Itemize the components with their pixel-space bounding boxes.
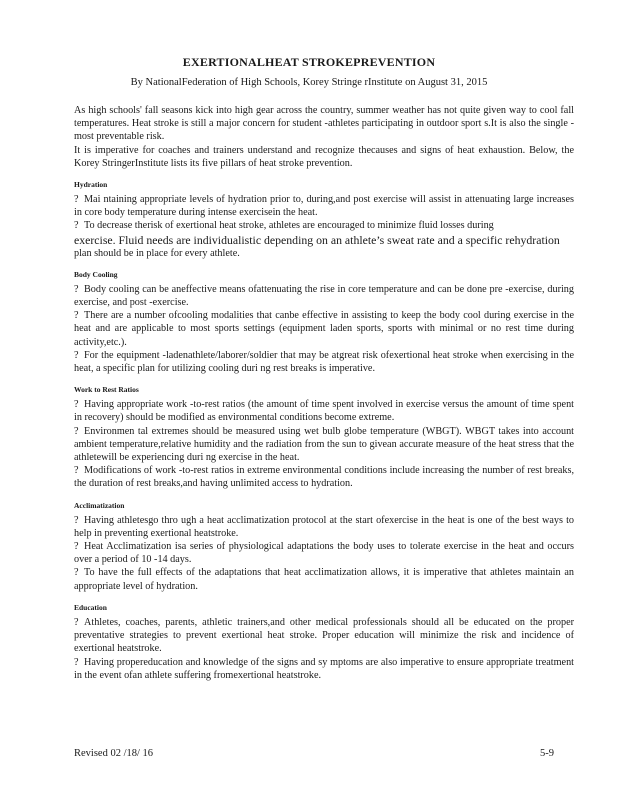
- document-title: EXERTIONALHEAT STROKEPREVENTION: [182, 55, 436, 69]
- bullet-marker: ?: [74, 541, 79, 553]
- bullet-text: For the equipment -ladenathlete/laborer/soldier that may be atgreat risk ofexertional heat stroke when exercising in the heat, a specific plan for utilizing cooling duri ng rest breaks is imperative.: [74, 349, 574, 375]
- bullet-item: [74, 540, 574, 566]
- bullet-item: [74, 656, 574, 682]
- bullet-text: Mai ntaining appropriate levels of hydration prior to, during,and post exercise will assist in attenuating large increases in core body temperature during intense exercisein the heat.: [74, 194, 574, 219]
- bullet-item: [74, 566, 574, 592]
- bullet-text: There are a number ofcooling modalities that canbe effective in assisting to keep the body cool during exercise in the heat and are applicable to most sports settings (equipment laden sports, sports with minimal or no rest time during activity,etc.).: [74, 310, 574, 348]
- bullet-text: Environmen tal extremes should be measured using wet bulb globe temperature (WBGT). WBGT takes into account ambient temperature,relative humidity and the radiation from the sun to givean accurate measure of the heat stress that the athletewill be experiencing duri ng exercise in the heat.: [74, 425, 574, 464]
- bullet-item: [74, 425, 574, 465]
- bullet-text: Having propereducation and knowledge of the signs and sy mptoms are also imperative to ensure appropriate treatment in the event ofan athlete suffering fromexertional heatstroke.: [74, 656, 574, 681]
- bullet-marker: ?: [74, 425, 79, 437]
- revision-date: Revised 02 /18/ 16: [74, 748, 154, 759]
- bullet-text: Heat Acclimatization isa series of physiological adaptations the body uses to tolerate exercise in the heat and occurs over a period of 10 -14 days.: [74, 541, 574, 566]
- section-heading-education: Education: [74, 602, 107, 612]
- byline: By NationalFederation of High Schools, Korey Stringe rInstitute on August 31, 2015: [130, 77, 488, 88]
- bullet-marker: ?: [74, 310, 79, 322]
- emphasized-text: exercise. Fluid needs are individualistic depending on an athlete’s sweat rate and a specific rehydration: [74, 232, 560, 247]
- bullet-marker: ?: [74, 399, 79, 411]
- bullet-item: [74, 219, 574, 232]
- bullet-item: [74, 616, 574, 656]
- bullet-text: Having athletesgo thro ugh a heat acclimatization protocol at the start ofexercise in the heat is one of the best ways to help in preventing exertional heatstroke.: [74, 514, 574, 539]
- bullet-text: Having appropriate work -to-rest ratios (the amount of time spent involved in exercise versus the amount of time spent in recovery) should be modified as environmental conditions become extreme.: [74, 399, 574, 424]
- bullet-marker: ?: [74, 514, 79, 526]
- bullet-text: To have the full effects of the adaptations that heat acclimatization allows, it is imperative that athletes maintain an appropriate level of hydration.: [74, 567, 574, 592]
- bullet-item: [74, 349, 574, 375]
- bullet-marker: ?: [74, 283, 79, 295]
- bullet-marker: ?: [74, 567, 79, 579]
- bullet-marker: ?: [74, 616, 79, 628]
- section-heading-body-cooling: Body Cooling: [74, 269, 118, 279]
- bullet-marker: ?: [74, 194, 79, 206]
- section-heading-hydration: Hydration: [74, 180, 108, 190]
- bullet-text: Athletes, coaches, parents, athletic trainers,and other medical professionals should all be educated on the proper preventative strategies to prevent exertional heat stroke. Proper education will minimize the risk and incidence of exertional heatstroke.: [74, 616, 574, 655]
- bullet-marker: ?: [74, 349, 79, 361]
- bullet-item: [74, 398, 574, 424]
- intro-paragraph: It is imperative for coaches and trainers understand and recognize thecauses and signs of heat exhaustion. Below, the Korey StringerInstitute lists its five pillars of heat stroke prevention.: [74, 144, 574, 169]
- bullet-text: To decrease therisk of exertional heat stroke, athletes are encouraged to minimize fluid losses during: [84, 220, 494, 232]
- section-heading-work-to-rest: Work to Rest Ratios: [74, 385, 139, 395]
- bullet-marker: ?: [74, 656, 79, 668]
- section-heading-acclimatization: Acclimatization: [74, 500, 125, 510]
- bullet-text: Body cooling can be aneffective means ofattenuating the rise in core temperature and can be done pre -exercise, during exercise, and post -exercise.: [74, 283, 574, 309]
- document-body: [74, 104, 574, 682]
- bullet-item: [74, 514, 574, 540]
- bullet-marker: ?: [74, 220, 79, 232]
- bullet-text: Modifications of work -to-rest ratios in extreme environmental conditions include increasing the number of rest breaks, the duration of rest breaks,and having unlimited access to hydration.: [74, 465, 574, 490]
- intro-paragraph: As high schools' fall seasons kick into high gear across the country, summer weather has not quite given way to cool fall temperatures. Heat stroke is still a major concern for student -athletes participating in outdoor sport s.It is also the single -most preventable risk.: [74, 105, 574, 143]
- bullet-item: [74, 193, 574, 219]
- bullet-marker: ?: [74, 465, 79, 477]
- bullet-item: [74, 283, 574, 309]
- bullet-item: [74, 309, 574, 349]
- page-number: 5-9: [540, 748, 554, 759]
- bullet-item: [74, 464, 574, 490]
- paragraph-tail: plan should be in place for every athlete.: [74, 247, 240, 259]
